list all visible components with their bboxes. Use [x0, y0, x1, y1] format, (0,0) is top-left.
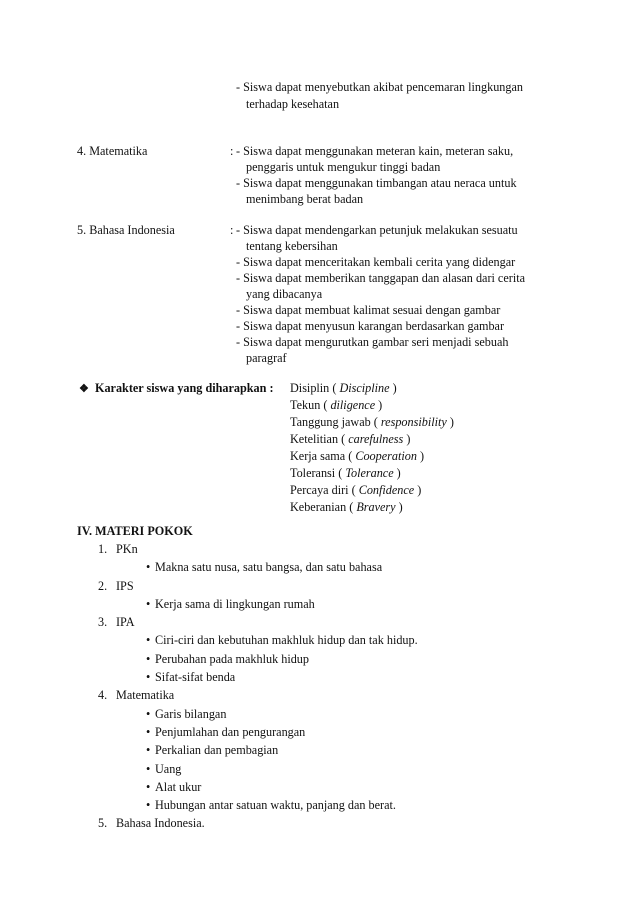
- bullet-dot-icon: •: [146, 652, 151, 666]
- bullet-dot-icon: •: [146, 798, 151, 812]
- trait-name: Keberanian (: [290, 500, 357, 514]
- objective-line: - Siswa dapat membuat kalimat sesuai dengan gambar: [236, 303, 501, 317]
- bullet-text: Sifat-sifat benda: [155, 670, 236, 684]
- bullet-dot-icon: •: [146, 762, 151, 776]
- trait-english: diligence: [330, 398, 376, 412]
- bullet-text: Kerja sama di lingkungan rumah: [155, 597, 315, 611]
- materi-bullet: [146, 559, 382, 575]
- objective-line: paragraf: [246, 351, 287, 365]
- subject-label-bahasa-indonesia: 5. Bahasa Indonesia: [77, 223, 175, 237]
- subject-label-matematika: 4. Matematika: [77, 144, 148, 158]
- materi-bullet: [146, 632, 418, 648]
- materi-subject: IPS: [116, 579, 134, 593]
- trait-english: Bravery: [356, 500, 396, 514]
- trait-name: Disiplin (: [290, 381, 340, 395]
- bullet-dot-icon: •: [146, 670, 151, 684]
- objective-line: - Siswa dapat menceritakan kembali cerita yang didengar: [236, 255, 516, 269]
- trait-item: Tekun ( diligence ): [290, 398, 383, 412]
- trait-name: Toleransi (: [290, 466, 346, 480]
- trait-name: Kerja sama (: [290, 449, 356, 463]
- karakter-heading: [79, 380, 274, 397]
- objective-line: - Siswa dapat menggunakan timbangan atau neraca untuk: [236, 176, 517, 190]
- materi-number: 5.: [98, 816, 108, 830]
- materi-bullet: [146, 761, 181, 777]
- materi-number: 4.: [98, 688, 108, 702]
- materi-number: 1.: [98, 542, 108, 556]
- objective-line: - Siswa dapat menyusun karangan berdasarkan gambar: [236, 319, 505, 333]
- bullet-dot-icon: •: [146, 560, 151, 574]
- trait-english: carefulness: [348, 432, 404, 446]
- trait-english: Discipline: [339, 381, 390, 395]
- trait-item: Percaya diri ( Confidence ): [290, 483, 422, 497]
- objective-line: terhadap kesehatan: [246, 97, 340, 111]
- trait-item: Kerja sama ( Cooperation ): [290, 449, 425, 463]
- bullet-dot-icon: •: [146, 725, 151, 739]
- objective-line: - Siswa dapat mengurutkan gambar seri menjadi sebuah: [236, 335, 509, 349]
- trait-item: Ketelitian ( carefulness ): [290, 432, 411, 446]
- materi-number: 2.: [98, 579, 108, 593]
- trait-item: Toleransi ( Tolerance ): [290, 466, 401, 480]
- materi-subject: IPA: [116, 615, 135, 629]
- bullet-text: Garis bilangan: [155, 707, 227, 721]
- materi-number: 3.: [98, 615, 108, 629]
- trait-english: responsibility: [380, 415, 447, 429]
- bullet-text: Perkalian dan pembagian: [155, 743, 279, 757]
- bullet-text: Perubahan pada makhluk hidup: [155, 652, 309, 666]
- materi-subject: Bahasa Indonesia.: [116, 816, 205, 830]
- materi-bullet: [146, 596, 315, 612]
- trait-english: Cooperation: [355, 449, 417, 463]
- trait-name: Percaya diri (: [290, 483, 359, 497]
- objective-line: - Siswa dapat menyebutkan akibat pencemaran lingkungan: [236, 80, 523, 94]
- section-heading: IV. MATERI POKOK: [77, 524, 193, 538]
- karakter-label: Karakter siswa yang diharapkan :: [94, 381, 274, 395]
- materi-bullet: [146, 742, 278, 758]
- trait-name: Tekun (: [290, 398, 331, 412]
- objective-line: - Siswa dapat memberikan tanggapan dan alasan dari cerita: [236, 271, 525, 285]
- bullet-dot-icon: •: [146, 633, 151, 647]
- trait-item: Keberanian ( Bravery ): [290, 500, 403, 514]
- bullet-dot-icon: •: [146, 780, 151, 794]
- trait-name: Tanggung jawab (: [290, 415, 381, 429]
- diamond-bullet-icon: ❖: [79, 383, 89, 395]
- bullet-text: Ciri-ciri dan kebutuhan makhluk hidup dan tak hidup.: [155, 633, 418, 647]
- materi-bullet: [146, 724, 305, 740]
- bullet-text: Hubungan antar satuan waktu, panjang dan berat.: [155, 798, 396, 812]
- trait-name: Ketelitian (: [290, 432, 349, 446]
- materi-subject: PKn: [116, 542, 138, 556]
- bullet-dot-icon: •: [146, 743, 151, 757]
- materi-bullet: [146, 797, 396, 813]
- materi-bullet: [146, 779, 201, 795]
- bullet-text: Uang: [155, 762, 182, 776]
- objective-line: - Siswa dapat mendengarkan petunjuk melakukan sesuatu: [236, 223, 518, 237]
- objective-line: menimbang berat badan: [246, 192, 364, 206]
- materi-subject: Matematika: [116, 688, 175, 702]
- subject-colon: :: [230, 223, 234, 237]
- subject-colon: :: [230, 144, 234, 158]
- trait-item: Tanggung jawab ( responsibility ): [290, 415, 454, 429]
- bullet-text: Makna satu nusa, satu bangsa, dan satu bahasa: [155, 560, 383, 574]
- bullet-text: Alat ukur: [155, 780, 202, 794]
- bullet-text: Penjumlahan dan pengurangan: [155, 725, 306, 739]
- objective-line: penggaris untuk mengukur tinggi badan: [246, 160, 441, 174]
- trait-english: Confidence: [358, 483, 415, 497]
- objective-line: yang dibacanya: [246, 287, 323, 301]
- trait-english: Tolerance: [345, 466, 394, 480]
- objective-line: - Siswa dapat menggunakan meteran kain, meteran saku,: [236, 144, 514, 158]
- bullet-dot-icon: •: [146, 707, 151, 721]
- materi-bullet: [146, 706, 226, 722]
- materi-bullet: [146, 651, 309, 667]
- bullet-dot-icon: •: [146, 597, 151, 611]
- trait-item: Disiplin ( Discipline ): [290, 381, 397, 395]
- materi-bullet: [146, 669, 235, 685]
- objective-line: tentang kebersihan: [246, 239, 338, 253]
